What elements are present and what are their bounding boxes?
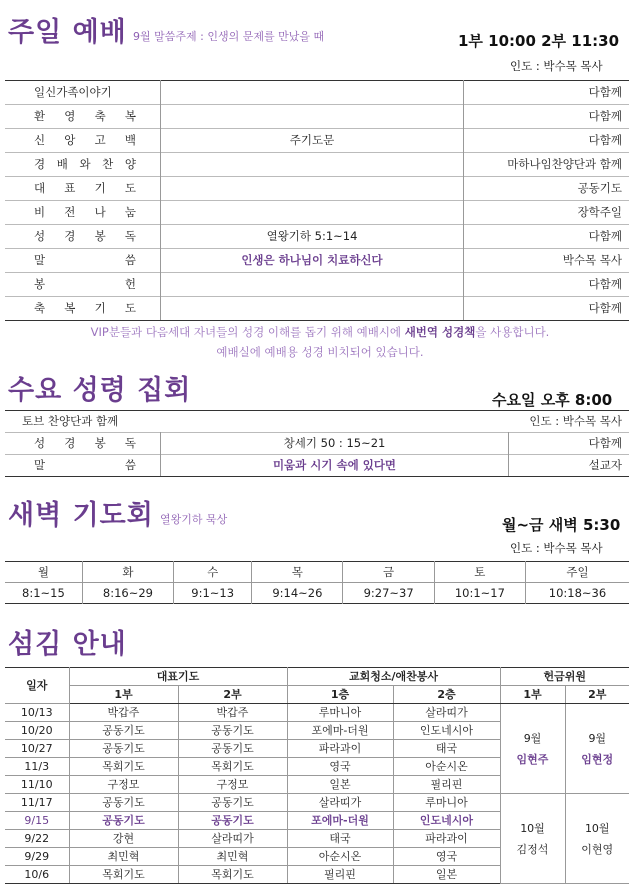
order-item: 말 씀 (34, 458, 136, 472)
offering-name: 김정석 (516, 842, 549, 856)
wednesday-praise: 토브 찬양단과 함께 (22, 414, 119, 428)
service-title: 섬김 안내 (8, 629, 127, 660)
dawn-time: 월~금 새벽 5:30 (502, 516, 621, 534)
service-p1: 목회기도 (69, 866, 178, 884)
service-c1: 파라과이 (287, 740, 393, 758)
service-c1: 아순시온 (287, 848, 393, 866)
day-passage: 8:1~15 (22, 586, 65, 600)
row-divider (5, 104, 629, 105)
order-who: 공동기도 (577, 181, 622, 195)
dawn-subtitle: 열왕기하 묵상 (160, 513, 228, 526)
header-cleaning: 교회청소/애찬봉사 (287, 668, 500, 686)
row-divider (5, 152, 629, 153)
service-p2: 목회기도 (178, 866, 287, 884)
order-item: 일신가족이야기 (34, 85, 112, 99)
sunday-time: 1부 10:00 2부 11:30 (458, 32, 620, 50)
header-offer-2: 2부 (565, 686, 629, 704)
sunday-bible-note (0, 324, 640, 340)
order-who: 다함께 (588, 229, 622, 243)
order-who: 설교자 (588, 458, 622, 472)
header-offer-1: 1부 (500, 686, 565, 704)
header-prayer-1: 1부 (69, 686, 178, 704)
offering-month: 9월 (588, 731, 607, 745)
dawn-title: 새벽 기도회 (8, 500, 154, 531)
service-p1: 최민혁 (69, 848, 178, 866)
day-label: 화 (82, 562, 173, 583)
service-p2: 목회기도 (178, 758, 287, 776)
header-prayer: 대표기도 (69, 668, 287, 686)
column-divider (160, 80, 161, 320)
wednesday-title: 수요 성령 집회 (8, 375, 192, 406)
order-item: 성 경 봉 독 (34, 436, 136, 450)
service-date: 9/15 (5, 812, 69, 830)
header-offering: 헌금위원 (500, 668, 629, 686)
service-c2: 아순시온 (393, 758, 500, 776)
note-text-end: 을 사용합니다. (475, 325, 550, 339)
order-item: 환 영 축 복 (34, 109, 136, 123)
day-passage: 9:27~37 (343, 583, 434, 604)
service-p2: 공동기도 (178, 722, 287, 740)
order-item: 말 씀 (34, 253, 136, 267)
service-p1: 박갑주 (69, 704, 178, 722)
service-p2: 공동기도 (178, 812, 287, 830)
day-label: 목 (252, 562, 343, 583)
service-p2: 살라띠가 (178, 830, 287, 848)
dawn-leader: 인도 : 박수목 목사 (510, 541, 603, 555)
row-divider (5, 248, 629, 249)
order-content: 창세기 50 : 15~21 (283, 436, 386, 450)
service-c1: 태국 (287, 830, 393, 848)
day-label: 주일 (525, 562, 629, 583)
column-divider (160, 432, 161, 476)
header-clean-1f: 1층 (287, 686, 393, 704)
order-content: 미움과 시기 속에 있다면 (272, 458, 397, 472)
note-text: VIP분들과 다음세대 자녀들의 성경 이해를 돕기 위해 예배시에 (90, 325, 405, 339)
service-c1: 포에마-더원 (287, 722, 393, 740)
header-clean-2f: 2층 (393, 686, 500, 704)
service-c2: 살라띠가 (393, 704, 500, 722)
day-label: 수 (174, 562, 252, 583)
order-who: 다함께 (588, 133, 622, 147)
service-c2: 영국 (393, 848, 500, 866)
sunday-bible-note-2: 예배실에 예배용 성경 비치되어 있습니다. (216, 345, 424, 359)
order-item: 비 전 나 눔 (34, 205, 136, 219)
offering-name: 이현영 (581, 842, 614, 856)
day-passage: 9:1~13 (174, 583, 252, 604)
table-row (5, 794, 629, 812)
order-content: 열왕기하 5:1~14 (266, 229, 358, 243)
service-date: 10/20 (5, 722, 69, 740)
order-item: 신 앙 고 백 (34, 133, 136, 147)
dawn-schedule-table (5, 561, 629, 604)
header-date: 일자 (5, 668, 69, 704)
service-c1: 영국 (287, 758, 393, 776)
order-item: 성 경 봉 독 (34, 229, 136, 243)
service-p1: 공동기도 (69, 740, 178, 758)
service-p2: 공동기도 (178, 794, 287, 812)
order-who: 다함께 (588, 436, 622, 450)
order-who: 장학주일 (577, 205, 622, 219)
service-p1: 강현 (69, 830, 178, 848)
order-content: 인생은 하나님이 치료하신다 (241, 253, 383, 267)
service-p2: 최민혁 (178, 848, 287, 866)
offering-1 (500, 794, 565, 884)
order-item: 축 복 기 도 (34, 301, 136, 315)
row-divider (5, 272, 629, 273)
service-date: 9/22 (5, 830, 69, 848)
offering-month: 9월 (523, 731, 542, 745)
order-item: 봉 헌 (34, 277, 136, 291)
service-c2: 인도네시아 (393, 812, 500, 830)
service-c2: 필리핀 (393, 776, 500, 794)
order-content: 주기도문 (289, 133, 335, 147)
order-who: 다함께 (588, 301, 622, 315)
service-table (5, 667, 629, 884)
order-who: 마하나임찬양단과 함께 (507, 157, 622, 171)
column-divider (463, 80, 464, 320)
row-divider (5, 128, 629, 129)
service-p2: 박갑주 (178, 704, 287, 722)
service-c2: 태국 (393, 740, 500, 758)
row-divider (5, 224, 629, 225)
service-date: 10/13 (5, 704, 69, 722)
service-date: 11/17 (5, 794, 69, 812)
day-passage: 10:18~36 (525, 583, 629, 604)
row-divider (5, 296, 629, 297)
offering-month: 10월 (584, 821, 610, 835)
order-who: 다함께 (588, 85, 622, 99)
table-top-border (5, 80, 629, 81)
offering-name: 임현정 (581, 752, 614, 766)
service-date: 9/29 (5, 848, 69, 866)
service-c2: 인도네시아 (393, 722, 500, 740)
service-p1: 공동기도 (69, 794, 178, 812)
service-p2: 공동기도 (178, 740, 287, 758)
service-c1: 루마니아 (287, 704, 393, 722)
column-divider (508, 432, 509, 476)
day-passage: 9:14~26 (252, 583, 343, 604)
header-prayer-2: 2부 (178, 686, 287, 704)
service-c2: 일본 (393, 866, 500, 884)
day-passage: 8:16~29 (82, 583, 173, 604)
day-passage: 10:1~17 (434, 583, 525, 604)
table-bottom-border (5, 476, 629, 477)
table-row (5, 704, 629, 722)
day-label: 토 (434, 562, 525, 583)
sunday-subtitle: 9월 말씀주제 : 인생의 문제를 만났을 때 (133, 30, 325, 43)
service-c1: 살라띠가 (287, 794, 393, 812)
service-c1: 일본 (287, 776, 393, 794)
offering-month: 10월 (520, 821, 545, 835)
row-divider (5, 200, 629, 201)
service-p2: 구정모 (178, 776, 287, 794)
service-p1: 공동기도 (69, 722, 178, 740)
service-c2: 파라과이 (393, 830, 500, 848)
service-date: 11/3 (5, 758, 69, 776)
order-who: 다함께 (588, 277, 622, 291)
note-bold-text: 새번역 성경책 (404, 325, 476, 339)
service-p1: 구정모 (69, 776, 178, 794)
day-label: 월 (5, 562, 82, 583)
order-who: 다함께 (588, 109, 622, 123)
service-date: 11/10 (5, 776, 69, 794)
day-label: 금 (343, 562, 434, 583)
offering-1 (500, 704, 565, 794)
service-p1: 공동기도 (69, 812, 178, 830)
service-date: 10/6 (5, 866, 69, 884)
service-date: 10/27 (5, 740, 69, 758)
sunday-leader: 인도 : 박수목 목사 (510, 59, 603, 73)
offering-2 (565, 794, 629, 884)
order-item: 대 표 기 도 (34, 181, 136, 195)
order-who: 박수목 목사 (562, 253, 622, 267)
service-c2: 루마니아 (393, 794, 500, 812)
service-c1: 포에마-더원 (287, 812, 393, 830)
service-p1: 목회기도 (69, 758, 178, 776)
row-divider (5, 176, 629, 177)
offering-name: 임현주 (516, 752, 549, 766)
service-c1: 필리핀 (287, 866, 393, 884)
wednesday-leader: 인도 : 박수목 목사 (529, 414, 622, 428)
offering-2 (565, 704, 629, 794)
table-bottom-border (5, 320, 629, 321)
sunday-title: 주일 예배 (8, 17, 127, 48)
order-item: 경 배 와 찬 양 (34, 157, 136, 171)
wednesday-time: 수요일 오후 8:00 (492, 391, 613, 409)
